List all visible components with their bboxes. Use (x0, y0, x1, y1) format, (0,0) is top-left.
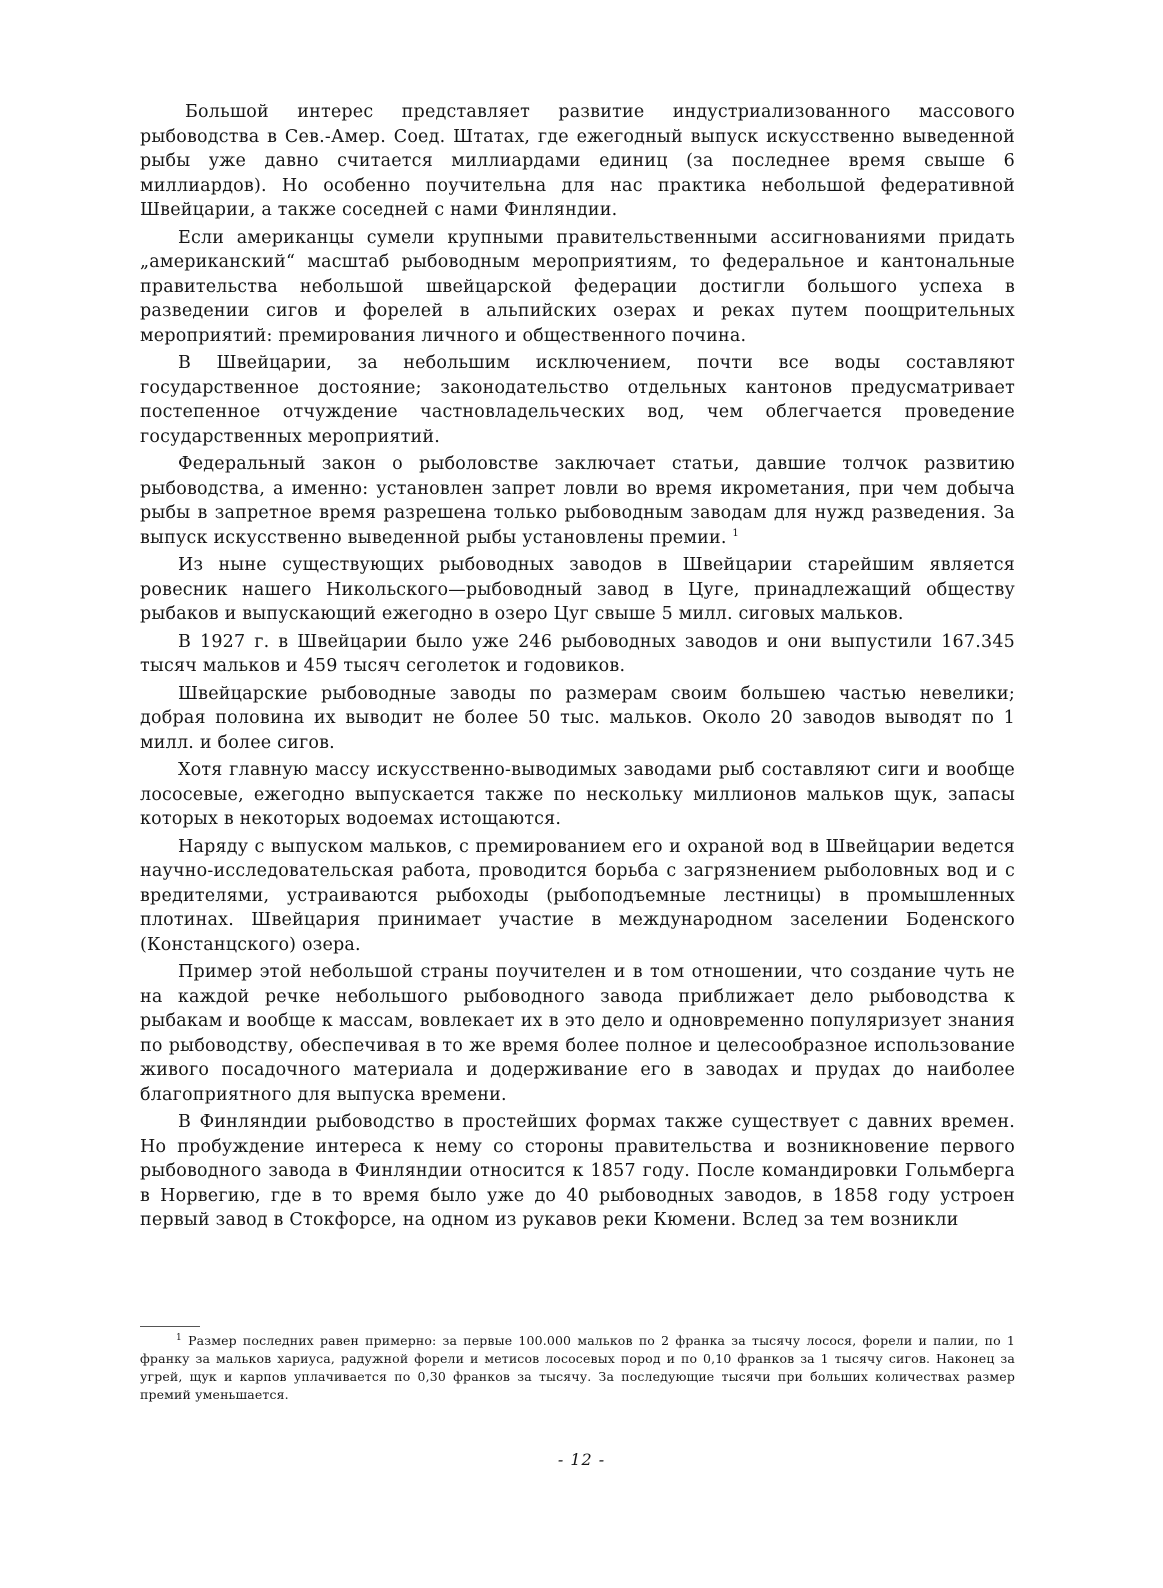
paragraph-1927-statistics: В 1927 г. в Швейцарии было уже 246 рыбоводных заводов и они выпустили 167.345 тысяч мальков и 459 тысяч сеголеток и годовиков. (140, 631, 1015, 676)
footnote-text: Размер последних равен примерно: за первые 100.000 мальков по 2 франка за тысячу лосося, форели и палии, по 1 франку за мальков хариуса, радужной форели и метисов лососевых пород и по 0,10 франков за 1 тысячу сигов. Наконец за угрей, щук и карпов уплачивается по 0,30 франков за тысячу. За последующие тысячи при больших количествах размер премий уменьшается. (140, 1333, 1016, 1402)
footnote-number: 1 (176, 1332, 182, 1343)
paragraph-research-work: Наряду с выпуском мальков, с премированием его и охраной вод в Швейцарии ведется научно-исследовательская работа, проводится борьба с загрязнением рыболовных вод и с вредителями, устраиваются рыбоходы (рыбоподъемные лестницы) в промышленных плотинах. Швейцария принимает участие в международном заселении Боденского (Констанцского) озера. (140, 836, 1015, 955)
paragraph-species-released: Хотя главную массу искусственно-выводимых заводами рыб составляют сиги и вообще лососевые, ежегодно выпускается также по нескольку миллионов мальков щук, запасы которых в некоторых водоемах истощаются. (140, 760, 1015, 829)
paragraph-federal-law-text: Федеральный закон о рыболовстве заключает статьи, давшие толчок развитию рыбоводства, а именно: установлен запрет ловли во время икрометания, при чем добыча рыбы в запретное время разрешена только рыбоводным заводам для нужд разведения. За выпуск искусственно выведенной рыбы установлены премии. (140, 454, 1015, 548)
footnote-divider (140, 1326, 200, 1327)
paragraph-usa-fish-farming: Большой интерес представляет развитие индустриализованного массового рыбоводства в Сев.-Амер. Соед. Штатах, где ежегодный выпуск искусственно выведенной рыбы уже давно считается миллиардами единиц (за последнее время свыше 6 миллиардов). Но особенно поучительна для нас практика небольшой федеративной Швейцарии, а также соседней с нами Финляндии. (140, 102, 1015, 220)
page-number: - 12 - (557, 1450, 606, 1469)
paragraph-federal-law (140, 452, 1015, 550)
footnote-reference: 1 (732, 527, 739, 539)
paragraph-finland: В Финляндии рыбоводство в простейших формах также существует с давних времен. Но пробуждение интереса к нему со стороны правительства и возникновение первого рыбоводного завода в Финляндии относится к 1857 году. После командировки Гольмберга в Норвегию, где в то время было уже до 40 рыбоводных заводов, в 1858 году устроен первый завод в Стокфорсе, на одном из рукавов реки Кюмени. Вслед за тем возникли (140, 1112, 1015, 1230)
paragraph-state-waters: В Швейцарии, за небольшим исключением, почти все воды составляют государственное достояние; законодательство отдельных кантонов предусматривает постепенное отчуждение частновладельческих вод, чем облегчается проведение государственных мероприятий. (140, 353, 1015, 447)
body-text (140, 100, 1015, 1236)
paragraph-hatchery-size: Швейцарские рыбоводные заводы по размерам своим большею частью невелики; добрая половина их выводит не более 50 тыс. мальков. Около 20 заводов выводят по 1 милл. и более сигов. (140, 683, 1015, 753)
footnote (140, 1332, 1015, 1404)
paragraph-zug-hatchery: Из ныне существующих рыбоводных заводов в Швейцарии старейшим является ровесник нашего Никольского—рыбоводный завод в Цуге, принадлежащий обществу рыбаков и выпускающий ежегодно в озеро Цуг свыше 5 милл. сиговых мальков. (140, 555, 1015, 624)
paragraph-small-country-example: Пример этой небольшой страны поучителен и в том отношении, что создание чуть не на каждой речке небольшого рыбоводного завода приближает дело рыбоводства к рыбакам и вообще к массам, вовлекает их в это дело и одновременно популяризует знания по рыбоводству, обеспечивая в то же время более полное и целесообразное использование живого посадочного материала и додерживание его в заводах и прудах до наиболее благоприятного для выпуска времени. (140, 962, 1015, 1105)
paragraph-swiss-federation: Если американцы сумели крупными правительственными ассигнованиями придать „американский“ масштаб рыбоводным мероприятиям, то федеральное и кантональные правительства небольшой швейцарской федерации достигли большого успеха в разведении сигов и форелей в альпийских озерах и реках путем поощрительных мероприятий: премирования личного и общественного почина. (140, 227, 1015, 346)
